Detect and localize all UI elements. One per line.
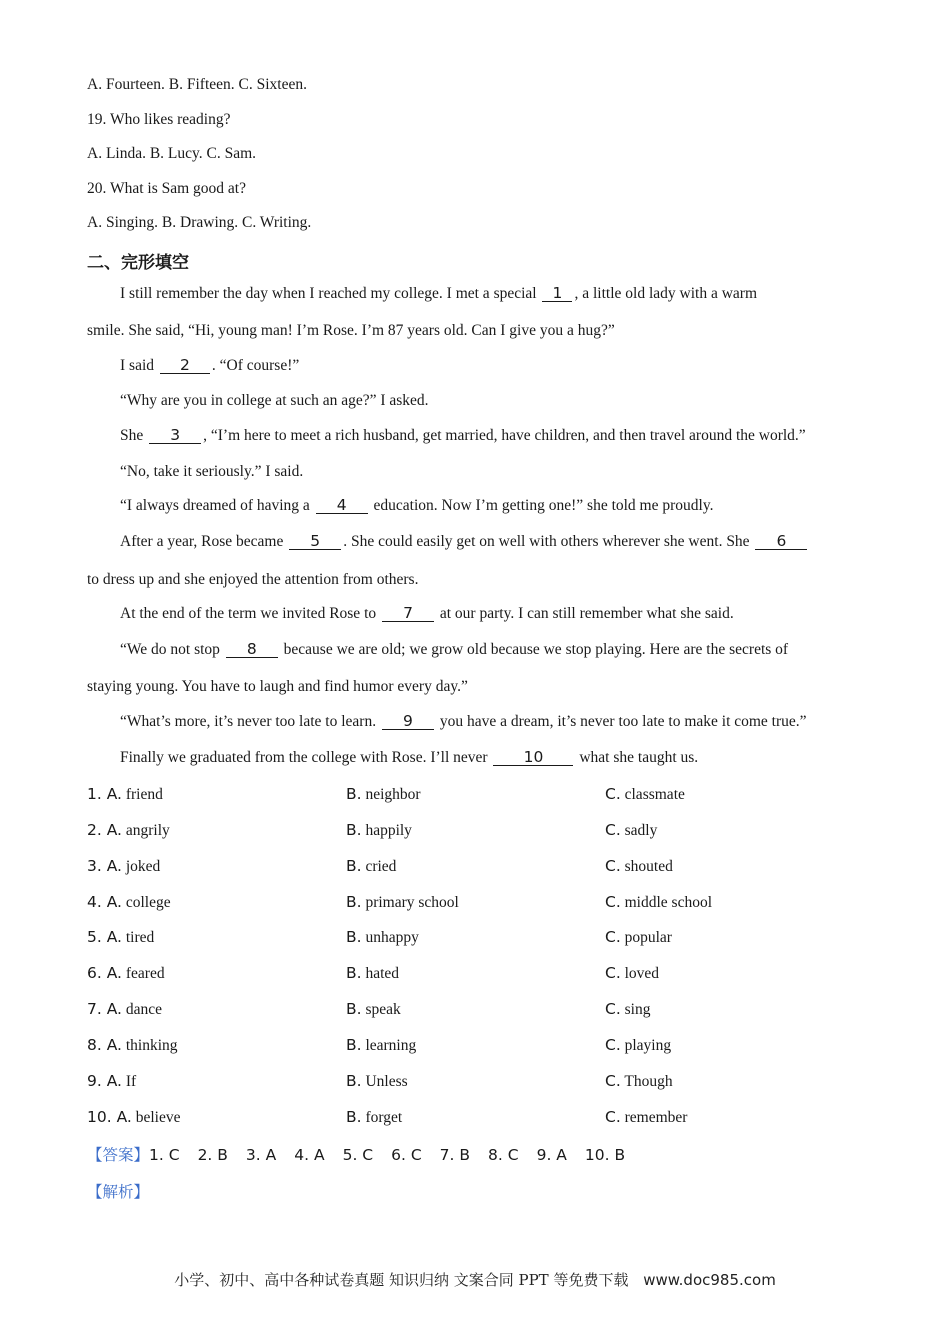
- passage-line: “Why are you in college at such an age?” I asked.: [120, 392, 429, 409]
- passage-line: to dress up and she enjoyed the attention from others.: [87, 571, 419, 588]
- option-row: 6. A. feared B. hated C. loved: [87, 964, 660, 982]
- blank-9: 9: [382, 713, 434, 730]
- answer-item: 4. A: [294, 1146, 325, 1164]
- answer-tag: 【答案】: [87, 1146, 150, 1164]
- q20-options: A. Singing. B. Drawing. C. Writing.: [87, 214, 312, 231]
- answer-item: 7. B: [439, 1146, 471, 1164]
- passage-line: “No, take it seriously.” I said.: [120, 463, 304, 480]
- passage-line: “We do not stop 8 because we are old; we grow old because we stop playing. Here are the secrets of: [120, 640, 789, 658]
- answer-item: 6. C: [391, 1146, 422, 1164]
- blank-2: 2: [160, 357, 210, 374]
- analysis-line: [87, 1180, 149, 1202]
- option-row: 10. A. believe B. forget C. remember: [87, 1108, 688, 1126]
- passage-line: After a year, Rose became 5 . She could easily get on well with others wherever she went. She 6: [120, 533, 809, 551]
- answer-item: 3. A: [245, 1146, 277, 1164]
- passage-line: Finally we graduated from the college with Rose. I’ll never 10 what she taught us.: [120, 748, 699, 766]
- section-title: 二、完形填空: [87, 253, 189, 273]
- footer-url[interactable]: www.doc985.com: [643, 1271, 776, 1289]
- blank-4: 4: [316, 497, 368, 514]
- q18-options: A. Fourteen. B. Fifteen. C. Sixteen.: [87, 76, 307, 93]
- blank-8: 8: [226, 641, 278, 658]
- q20-question: 20. What is Sam good at?: [87, 180, 246, 197]
- blank-5: 5: [289, 533, 341, 550]
- blank-1: 1: [542, 285, 572, 302]
- passage-line: At the end of the term we invited Rose to 7 at our party. I can still remember what she said.: [120, 604, 734, 622]
- passage-line: She 3 , “I’m here to meet a rich husband, get married, have children, and then travel around the world.”: [120, 426, 806, 444]
- option-row: 1. A. friend B. neighbor C. classmate: [87, 785, 685, 803]
- answer-item: 10. B: [584, 1146, 626, 1164]
- option-row: 3. A. joked B. cried C. shouted: [87, 857, 673, 875]
- option-row: 4. A. college B. primary school C. middle school: [87, 893, 713, 911]
- blank-7: 7: [382, 605, 434, 622]
- blank-6: 6: [755, 533, 807, 550]
- answer-item: 2. B: [197, 1146, 228, 1164]
- q19-options: A. Linda. B. Lucy. C. Sam.: [87, 145, 257, 162]
- footer-text: 小学、初中、高中各种试卷真题 知识归纳 文案合同 PPT 等免费下载: [174, 1271, 629, 1289]
- passage-line: staying young. You have to laugh and find humor every day.”: [87, 678, 468, 695]
- page-footer: [0, 1269, 950, 1290]
- option-row: 7. A. dance B. speak C. sing: [87, 1000, 651, 1018]
- passage-line: “What’s more, it’s never too late to learn. 9 you have a dream, it’s never too late to make it come true.”: [120, 712, 807, 730]
- option-row: 2. A. angrily B. happily C. sadly: [87, 821, 658, 839]
- option-row: 8. A. thinking B. learning C. playing: [87, 1036, 672, 1054]
- option-row: 5. A. tired B. unhappy C. popular: [87, 928, 672, 946]
- analysis-tag: 【解析】: [87, 1183, 150, 1201]
- passage-line: I still remember the day when I reached my college. I met a special 1 , a little old lady with a warm: [120, 284, 757, 302]
- answer-line: [87, 1143, 643, 1165]
- answer-item: 1. C: [149, 1146, 180, 1164]
- passage-line: “I always dreamed of having a 4 education. Now I’m getting one!” she told me proudly.: [120, 496, 714, 514]
- blank-10: 10: [493, 749, 573, 766]
- answer-item: 8. C: [488, 1146, 519, 1164]
- passage-line: I said 2 . “Of course!”: [120, 356, 300, 374]
- answer-item: 9. A: [536, 1146, 567, 1164]
- passage-line: smile. She said, “Hi, young man! I’m Rose. I’m 87 years old. Can I give you a hug?”: [87, 322, 615, 339]
- answer-item: 5. C: [342, 1146, 374, 1164]
- blank-3: 3: [149, 427, 201, 444]
- option-row: 9. A. If B. Unless C. Though: [87, 1072, 673, 1090]
- q19-question: 19. Who likes reading?: [87, 111, 231, 128]
